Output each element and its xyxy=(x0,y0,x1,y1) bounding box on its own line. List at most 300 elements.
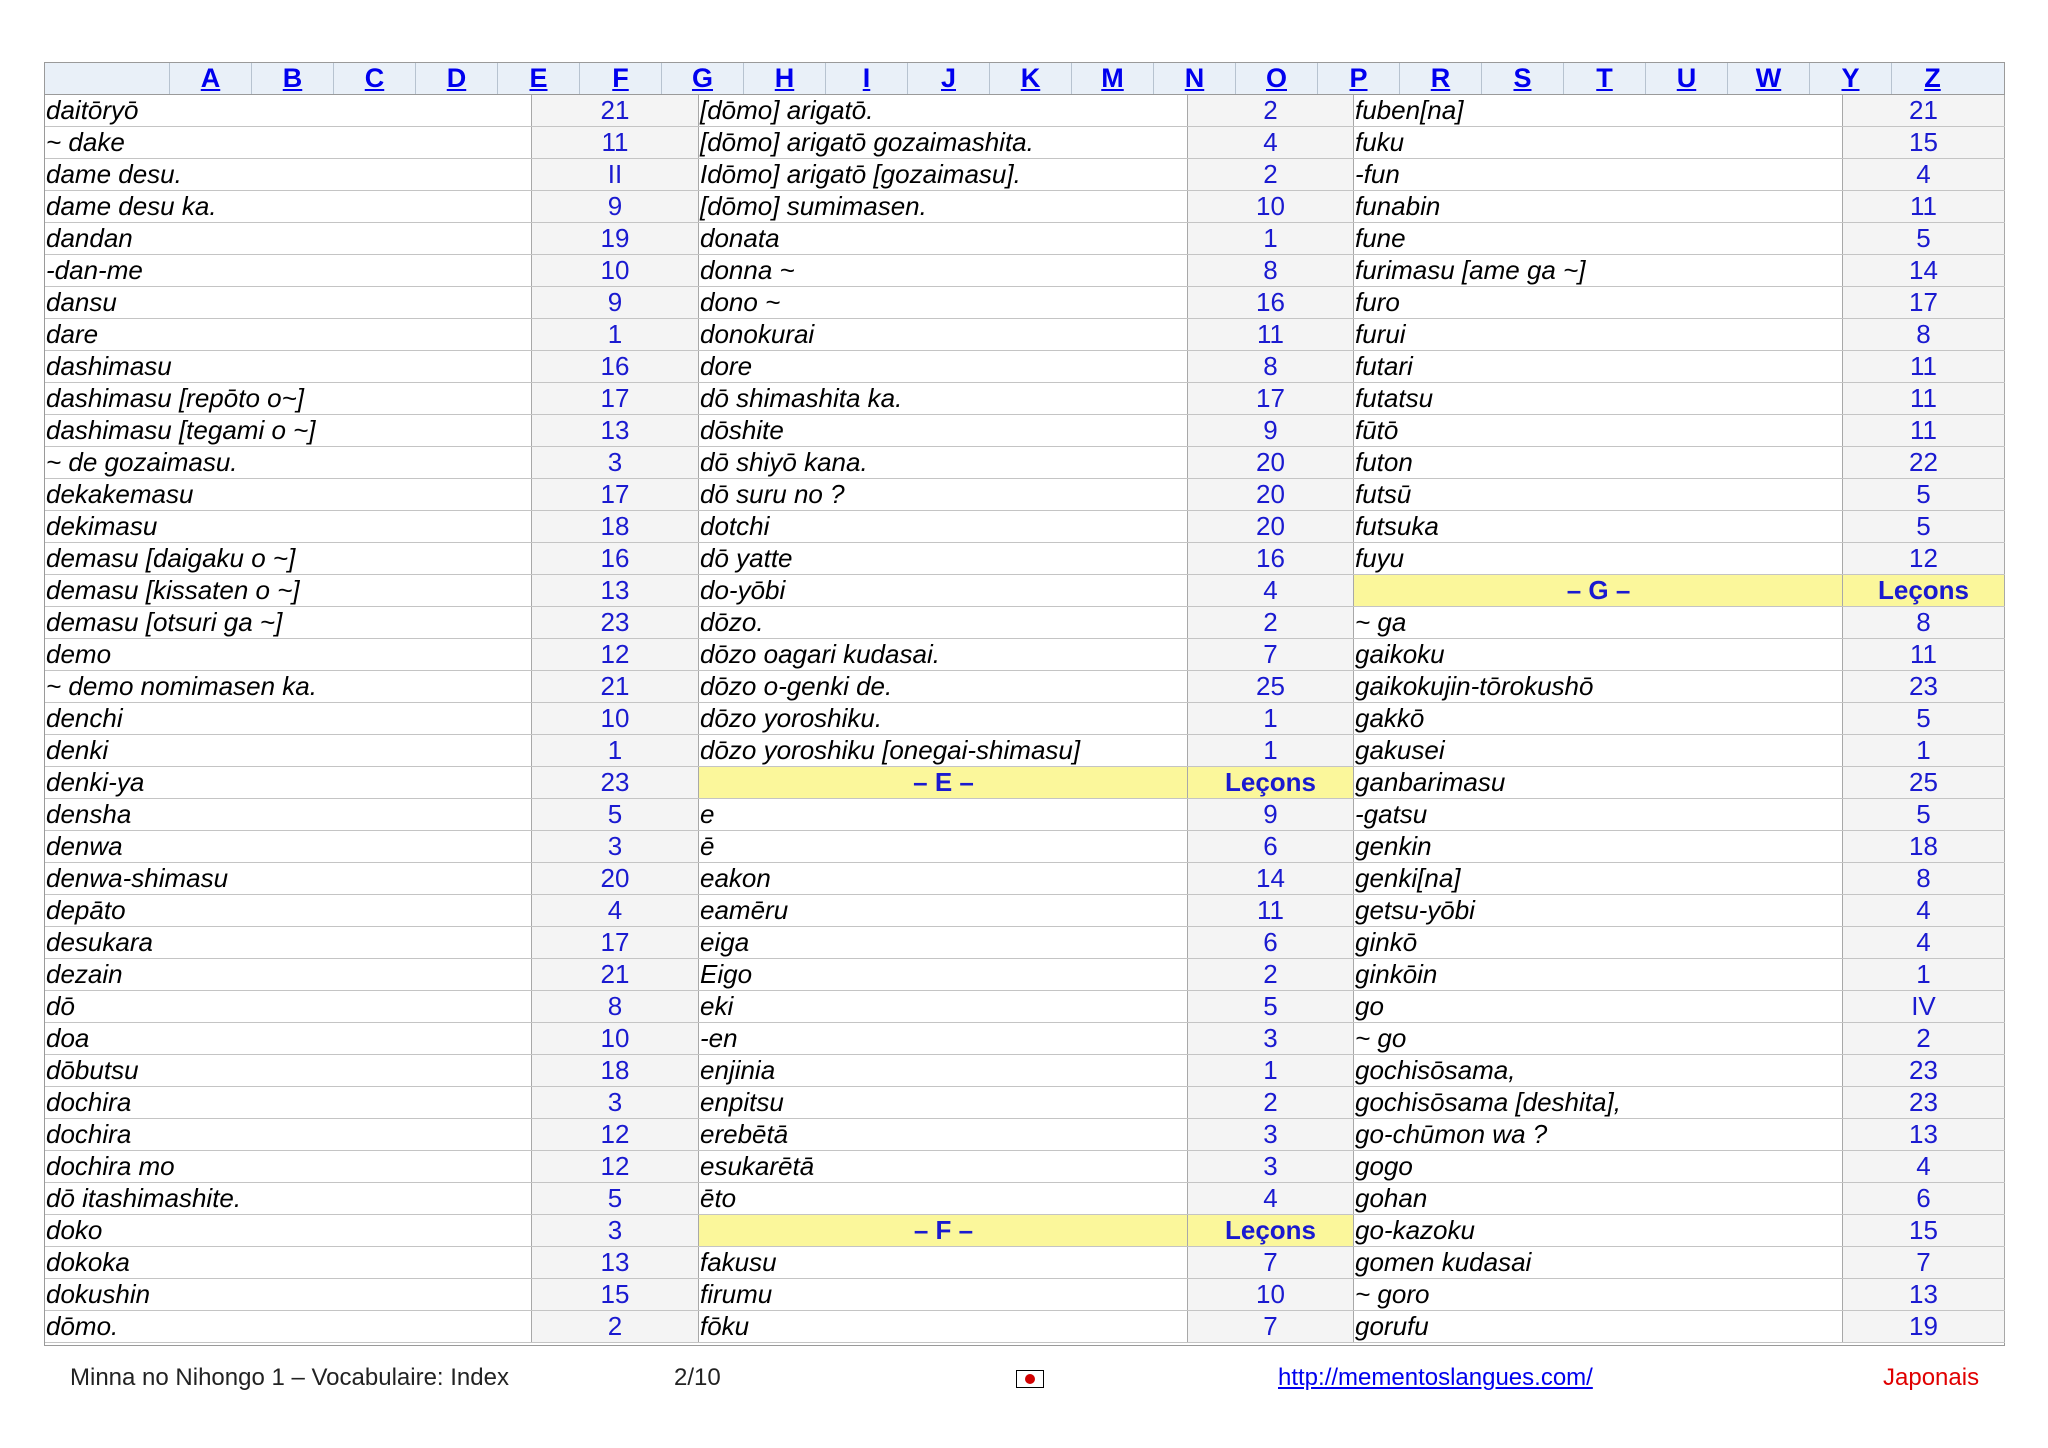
vocab-word: demasu [kissaten o ~] xyxy=(45,575,532,606)
lesson-number: 8 xyxy=(532,991,699,1022)
lesson-number: 16 xyxy=(1188,543,1354,574)
alphabet-cell xyxy=(1891,63,1973,94)
vocab-word: genki[na] xyxy=(1354,863,1843,894)
letter-link-k[interactable]: K xyxy=(1020,63,1041,93)
vocab-word: desukara xyxy=(45,927,532,958)
alphabet-cell xyxy=(1727,63,1809,94)
lesson-number: 23 xyxy=(532,767,699,798)
lesson-number: 7 xyxy=(1188,1247,1354,1278)
vocab-word: dō xyxy=(45,991,532,1022)
index-row xyxy=(1354,1119,2005,1151)
index-row xyxy=(1354,991,2005,1023)
vocab-word: dokushin xyxy=(45,1279,532,1310)
vocab-word: gohan xyxy=(1354,1183,1843,1214)
index-column-1 xyxy=(45,95,699,1343)
vocab-word: dono ~ xyxy=(699,287,1188,318)
index-row xyxy=(45,415,699,447)
index-row xyxy=(45,1247,699,1279)
vocab-word: dokoka xyxy=(45,1247,532,1278)
lesson-number: 23 xyxy=(1843,1087,2005,1118)
vocab-word: go-chūmon wa ? xyxy=(1354,1119,1843,1150)
index-row xyxy=(45,511,699,543)
lesson-number: 19 xyxy=(1843,1311,2005,1342)
section-letter: – F – xyxy=(699,1215,1188,1246)
lesson-number: 5 xyxy=(1843,223,2005,254)
lesson-number: 13 xyxy=(1843,1279,2005,1310)
lesson-number: 4 xyxy=(1843,927,2005,958)
language-label: Japonais xyxy=(1883,1364,1980,1391)
index-row xyxy=(699,575,1354,607)
vocab-word: -dan-me xyxy=(45,255,532,286)
vocab-word: eki xyxy=(699,991,1188,1022)
alphabet-cell xyxy=(251,63,333,94)
vocab-word: gakusei xyxy=(1354,735,1843,766)
lesson-number: 7 xyxy=(1843,1247,2005,1278)
section-letter: – E – xyxy=(699,767,1188,798)
section-header-row xyxy=(699,767,1354,799)
index-row xyxy=(1354,415,2005,447)
vocab-word: e xyxy=(699,799,1188,830)
index-row xyxy=(1354,1215,2005,1247)
index-row xyxy=(1354,127,2005,159)
lesson-number: 5 xyxy=(1843,479,2005,510)
index-row xyxy=(45,383,699,415)
letter-link-w[interactable]: W xyxy=(1755,63,1782,93)
vocab-word: [dōmo] arigatō. xyxy=(699,95,1188,126)
index-row xyxy=(1354,351,2005,383)
index-row xyxy=(1354,927,2005,959)
index-row xyxy=(699,607,1354,639)
letter-link-f[interactable]: F xyxy=(612,63,629,93)
vocab-word: dōbutsu xyxy=(45,1055,532,1086)
lesson-number: 13 xyxy=(532,415,699,446)
index-row xyxy=(699,1279,1354,1311)
index-row xyxy=(699,1087,1354,1119)
vocab-word: enpitsu xyxy=(699,1087,1188,1118)
japan-flag-icon xyxy=(1016,1370,1044,1388)
vocab-word: denki xyxy=(45,735,532,766)
index-row xyxy=(699,1247,1354,1279)
letter-link-y[interactable]: Y xyxy=(1841,63,1860,93)
lesson-number: 15 xyxy=(1843,127,2005,158)
index-row xyxy=(45,1023,699,1055)
alphabet-cell xyxy=(1071,63,1153,94)
lesson-number: 2 xyxy=(1188,607,1354,638)
index-row xyxy=(1354,287,2005,319)
index-row xyxy=(699,319,1354,351)
lesson-number: 10 xyxy=(532,703,699,734)
index-row xyxy=(699,1151,1354,1183)
lesson-number: 23 xyxy=(532,607,699,638)
lesson-number: 5 xyxy=(1843,703,2005,734)
index-row xyxy=(45,1151,699,1183)
lesson-number: 1 xyxy=(532,319,699,350)
alphabet-cell xyxy=(1317,63,1399,94)
letter-link-t[interactable]: T xyxy=(1596,63,1613,93)
index-row xyxy=(699,927,1354,959)
lesson-number: 3 xyxy=(532,1215,699,1246)
alphabet-cell xyxy=(1153,63,1235,94)
index-row xyxy=(45,319,699,351)
lesson-number: 19 xyxy=(532,223,699,254)
letter-link-n[interactable]: N xyxy=(1184,63,1205,93)
lesson-number: 12 xyxy=(1843,543,2005,574)
vocab-word: dekimasu xyxy=(45,511,532,542)
alphabet-cell xyxy=(743,63,825,94)
lesson-number: 4 xyxy=(1843,895,2005,926)
index-row xyxy=(45,1279,699,1311)
vocab-word: ~ goro xyxy=(1354,1279,1843,1310)
index-row xyxy=(699,959,1354,991)
vocab-word: dare xyxy=(45,319,532,350)
vocab-word: getsu-yōbi xyxy=(1354,895,1843,926)
letter-link-j[interactable]: J xyxy=(940,63,957,93)
lesson-number: 12 xyxy=(532,1119,699,1150)
vocab-word: futari xyxy=(1354,351,1843,382)
vocab-word: enjinia xyxy=(699,1055,1188,1086)
letter-link-m[interactable]: M xyxy=(1101,63,1124,93)
lesson-number: 5 xyxy=(1843,799,2005,830)
lesson-number: 4 xyxy=(1188,575,1354,606)
index-row xyxy=(699,1311,1354,1343)
vocab-word: fūtō xyxy=(1354,415,1843,446)
index-row xyxy=(1354,831,2005,863)
lessons-header: Leçons xyxy=(1843,575,2005,606)
vocab-word: dekakemasu xyxy=(45,479,532,510)
index-row xyxy=(1354,703,2005,735)
lesson-number: 2 xyxy=(1188,159,1354,190)
index-row xyxy=(699,95,1354,127)
vocab-word: dame desu ka. xyxy=(45,191,532,222)
index-row xyxy=(699,287,1354,319)
index-row xyxy=(1354,639,2005,671)
lesson-number: 11 xyxy=(1843,639,2005,670)
index-row xyxy=(1354,255,2005,287)
lesson-number: 8 xyxy=(1188,255,1354,286)
lesson-number: 8 xyxy=(1188,351,1354,382)
index-row xyxy=(45,703,699,735)
index-row xyxy=(45,1215,699,1247)
index-row xyxy=(45,927,699,959)
lesson-number: 4 xyxy=(1843,1151,2005,1182)
vocab-word: Eigo xyxy=(699,959,1188,990)
letter-link-p[interactable]: P xyxy=(1349,63,1368,93)
letter-link-r[interactable]: R xyxy=(1430,63,1451,93)
lesson-number: 6 xyxy=(1188,927,1354,958)
vocab-word: futsū xyxy=(1354,479,1843,510)
lesson-number: 21 xyxy=(532,959,699,990)
vocab-word: densha xyxy=(45,799,532,830)
letter-link-h[interactable]: H xyxy=(774,63,795,93)
index-row xyxy=(1354,447,2005,479)
index-row xyxy=(699,735,1354,767)
alphabet-cell xyxy=(415,63,497,94)
vocab-word: dezain xyxy=(45,959,532,990)
letter-link-e[interactable]: E xyxy=(529,63,548,93)
lesson-number: 3 xyxy=(532,1087,699,1118)
lesson-number: 13 xyxy=(1843,1119,2005,1150)
lesson-number: 14 xyxy=(1843,255,2005,286)
letter-link-a[interactable]: A xyxy=(200,63,221,93)
lesson-number: 3 xyxy=(1188,1151,1354,1182)
lesson-number: 13 xyxy=(532,1247,699,1278)
lesson-number: 11 xyxy=(1843,351,2005,382)
letter-link-c[interactable]: C xyxy=(364,63,385,93)
vocab-word: go-kazoku xyxy=(1354,1215,1843,1246)
index-row xyxy=(699,383,1354,415)
lesson-number: 3 xyxy=(1188,1119,1354,1150)
index-row xyxy=(699,511,1354,543)
lesson-number: 10 xyxy=(1188,1279,1354,1310)
index-row xyxy=(45,831,699,863)
vocab-word: furui xyxy=(1354,319,1843,350)
vocab-word: ganbarimasu xyxy=(1354,767,1843,798)
lesson-number: 17 xyxy=(532,479,699,510)
index-row xyxy=(45,95,699,127)
vocab-word: fune xyxy=(1354,223,1843,254)
lesson-number: 5 xyxy=(1188,991,1354,1022)
lesson-number: 2 xyxy=(1188,95,1354,126)
vocab-word: dansu xyxy=(45,287,532,318)
lesson-number: 5 xyxy=(532,799,699,830)
vocab-word: -gatsu xyxy=(1354,799,1843,830)
alphabet-cell xyxy=(989,63,1071,94)
lesson-number: 8 xyxy=(1843,319,2005,350)
lesson-number: 23 xyxy=(1843,1055,2005,1086)
section-header-row xyxy=(1354,575,2005,607)
index-row xyxy=(699,351,1354,383)
vocab-word: esukarētā xyxy=(699,1151,1188,1182)
lesson-number: 13 xyxy=(532,575,699,606)
index-row xyxy=(45,287,699,319)
index-row xyxy=(699,639,1354,671)
vocab-word: -en xyxy=(699,1023,1188,1054)
vocab-word: dashimasu xyxy=(45,351,532,382)
lesson-number: 18 xyxy=(532,511,699,542)
vocab-word: erebētā xyxy=(699,1119,1188,1150)
index-row xyxy=(699,1023,1354,1055)
lesson-number: 8 xyxy=(1843,863,2005,894)
alphabet-cell xyxy=(1235,63,1317,94)
letter-link-z[interactable]: Z xyxy=(1924,63,1941,93)
index-row xyxy=(1354,1183,2005,1215)
letter-link-d[interactable]: D xyxy=(446,63,467,93)
vocab-word: ginkōin xyxy=(1354,959,1843,990)
lesson-number: 16 xyxy=(532,351,699,382)
lesson-number: 10 xyxy=(1188,191,1354,222)
lesson-number: 16 xyxy=(1188,287,1354,318)
vocab-word: dōzo oagari kudasai. xyxy=(699,639,1188,670)
vocab-word: dashimasu [tegami o ~] xyxy=(45,415,532,446)
lesson-number: 9 xyxy=(532,287,699,318)
lesson-number: 16 xyxy=(532,543,699,574)
lesson-number: 4 xyxy=(1188,1183,1354,1214)
lesson-number: 9 xyxy=(1188,415,1354,446)
index-row xyxy=(1354,895,2005,927)
vocab-word: dō yatte xyxy=(699,543,1188,574)
index-row xyxy=(699,1119,1354,1151)
index-row xyxy=(45,159,699,191)
vocab-word: ~ de gozaimasu. xyxy=(45,447,532,478)
index-row xyxy=(45,767,699,799)
vocab-word: genkin xyxy=(1354,831,1843,862)
index-row xyxy=(1354,959,2005,991)
vocab-word: demo xyxy=(45,639,532,670)
vocab-word: futatsu xyxy=(1354,383,1843,414)
letter-link-g[interactable]: G xyxy=(691,63,713,93)
index-row xyxy=(1354,1023,2005,1055)
index-row xyxy=(699,1183,1354,1215)
page-number: 2/10 xyxy=(674,1364,721,1391)
section-header-row xyxy=(699,1215,1354,1247)
index-row xyxy=(45,1183,699,1215)
index-row xyxy=(45,1055,699,1087)
index-row xyxy=(699,671,1354,703)
index-row xyxy=(1354,1279,2005,1311)
lesson-number: 1 xyxy=(1188,703,1354,734)
alphabet-cell xyxy=(907,63,989,94)
lesson-number: 7 xyxy=(1188,1311,1354,1342)
lesson-number: 1 xyxy=(1843,959,2005,990)
index-row xyxy=(1354,543,2005,575)
lesson-number: 15 xyxy=(532,1279,699,1310)
vocab-word: eakon xyxy=(699,863,1188,894)
index-row xyxy=(1354,479,2005,511)
index-row xyxy=(1354,319,2005,351)
index-row xyxy=(45,799,699,831)
lesson-number: 18 xyxy=(1843,831,2005,862)
lesson-number: 17 xyxy=(1843,287,2005,318)
lesson-number: 20 xyxy=(1188,479,1354,510)
lesson-number: 1 xyxy=(1188,735,1354,766)
lesson-number: 25 xyxy=(1188,671,1354,702)
index-row xyxy=(1354,159,2005,191)
vocab-word: dō suru no ? xyxy=(699,479,1188,510)
lesson-number: 25 xyxy=(1843,767,2005,798)
vocab-word: donna ~ xyxy=(699,255,1188,286)
vocab-word: dandan xyxy=(45,223,532,254)
page-footer xyxy=(0,1358,2048,1398)
vocab-word: fuku xyxy=(1354,127,1843,158)
lesson-number: 11 xyxy=(1843,191,2005,222)
index-row xyxy=(699,415,1354,447)
lesson-number: 2 xyxy=(532,1311,699,1342)
vocab-word: denwa xyxy=(45,831,532,862)
index-row xyxy=(1354,863,2005,895)
alphabet-cell xyxy=(1563,63,1645,94)
vocab-word: dō itashimashite. xyxy=(45,1183,532,1214)
lesson-number: 22 xyxy=(1843,447,2005,478)
index-row xyxy=(45,127,699,159)
lesson-number: 1 xyxy=(532,735,699,766)
index-row xyxy=(1354,223,2005,255)
letter-link-o[interactable]: O xyxy=(1265,63,1287,93)
vocab-word: [dōmo] arigatō gozaimashita. xyxy=(699,127,1188,158)
vocab-word: dotchi xyxy=(699,511,1188,542)
website-link[interactable]: http://mementoslangues.com/ xyxy=(1278,1364,1593,1391)
vocab-word: dōmo. xyxy=(45,1311,532,1342)
lesson-number: 1 xyxy=(1188,223,1354,254)
index-row xyxy=(699,479,1354,511)
vocab-word: gorufu xyxy=(1354,1311,1843,1342)
lesson-number: IV xyxy=(1843,991,2005,1022)
alphabet-cell xyxy=(1645,63,1727,94)
index-row xyxy=(699,799,1354,831)
vocab-word: gakkō xyxy=(1354,703,1843,734)
letter-link-b[interactable]: B xyxy=(282,63,303,93)
index-row xyxy=(699,543,1354,575)
index-row xyxy=(1354,1055,2005,1087)
index-sheet xyxy=(44,62,2005,1346)
index-row xyxy=(45,671,699,703)
lesson-number: 6 xyxy=(1843,1183,2005,1214)
vocab-word: gochisōsama, xyxy=(1354,1055,1843,1086)
vocab-word: dochira xyxy=(45,1119,532,1150)
lesson-number: 2 xyxy=(1843,1023,2005,1054)
vocab-word: eamēru xyxy=(699,895,1188,926)
letter-link-i[interactable]: I xyxy=(862,63,871,93)
vocab-word: funabin xyxy=(1354,191,1843,222)
index-row xyxy=(45,255,699,287)
vocab-word: dochira xyxy=(45,1087,532,1118)
lesson-number: 12 xyxy=(532,1151,699,1182)
vocab-word: dō shiyō kana. xyxy=(699,447,1188,478)
alphabet-nav xyxy=(45,63,2004,95)
index-row xyxy=(1354,735,2005,767)
vocab-word: denwa-shimasu xyxy=(45,863,532,894)
index-row xyxy=(45,575,699,607)
lesson-number: 11 xyxy=(532,127,699,158)
vocab-word: doa xyxy=(45,1023,532,1054)
lesson-number: 15 xyxy=(1843,1215,2005,1246)
index-row xyxy=(45,479,699,511)
index-row xyxy=(1354,1311,2005,1343)
index-row xyxy=(45,607,699,639)
letter-link-u[interactable]: U xyxy=(1676,63,1697,93)
lesson-number: 11 xyxy=(1188,319,1354,350)
index-row xyxy=(45,1087,699,1119)
vocab-word: demasu [otsuri ga ~] xyxy=(45,607,532,638)
lesson-number: 5 xyxy=(1843,511,2005,542)
lesson-number: II xyxy=(532,159,699,190)
vocab-word: gaikokujin-tōrokushō xyxy=(1354,671,1843,702)
letter-link-s[interactable]: S xyxy=(1513,63,1532,93)
vocab-word: futon xyxy=(1354,447,1843,478)
index-row xyxy=(1354,799,2005,831)
index-row xyxy=(699,863,1354,895)
vocab-word: furo xyxy=(1354,287,1843,318)
vocab-word: ginkō xyxy=(1354,927,1843,958)
lesson-number: 23 xyxy=(1843,671,2005,702)
lesson-number: 17 xyxy=(532,927,699,958)
index-column-2 xyxy=(699,95,1354,1343)
vocab-word: ~ demo nomimasen ka. xyxy=(45,671,532,702)
vocab-word: dashimasu [repōto o~] xyxy=(45,383,532,414)
vocab-word: doko xyxy=(45,1215,532,1246)
lesson-number: 20 xyxy=(1188,447,1354,478)
vocab-word: dore xyxy=(699,351,1188,382)
lesson-number: 21 xyxy=(532,671,699,702)
lesson-number: 11 xyxy=(1843,415,2005,446)
vocab-word: gomen kudasai xyxy=(1354,1247,1843,1278)
section-letter: – G – xyxy=(1354,575,1843,606)
index-row xyxy=(1354,671,2005,703)
vocab-word: go xyxy=(1354,991,1843,1022)
lesson-number: 2 xyxy=(1188,959,1354,990)
index-row xyxy=(1354,607,2005,639)
lesson-number: 10 xyxy=(532,1023,699,1054)
lesson-number: 11 xyxy=(1188,895,1354,926)
